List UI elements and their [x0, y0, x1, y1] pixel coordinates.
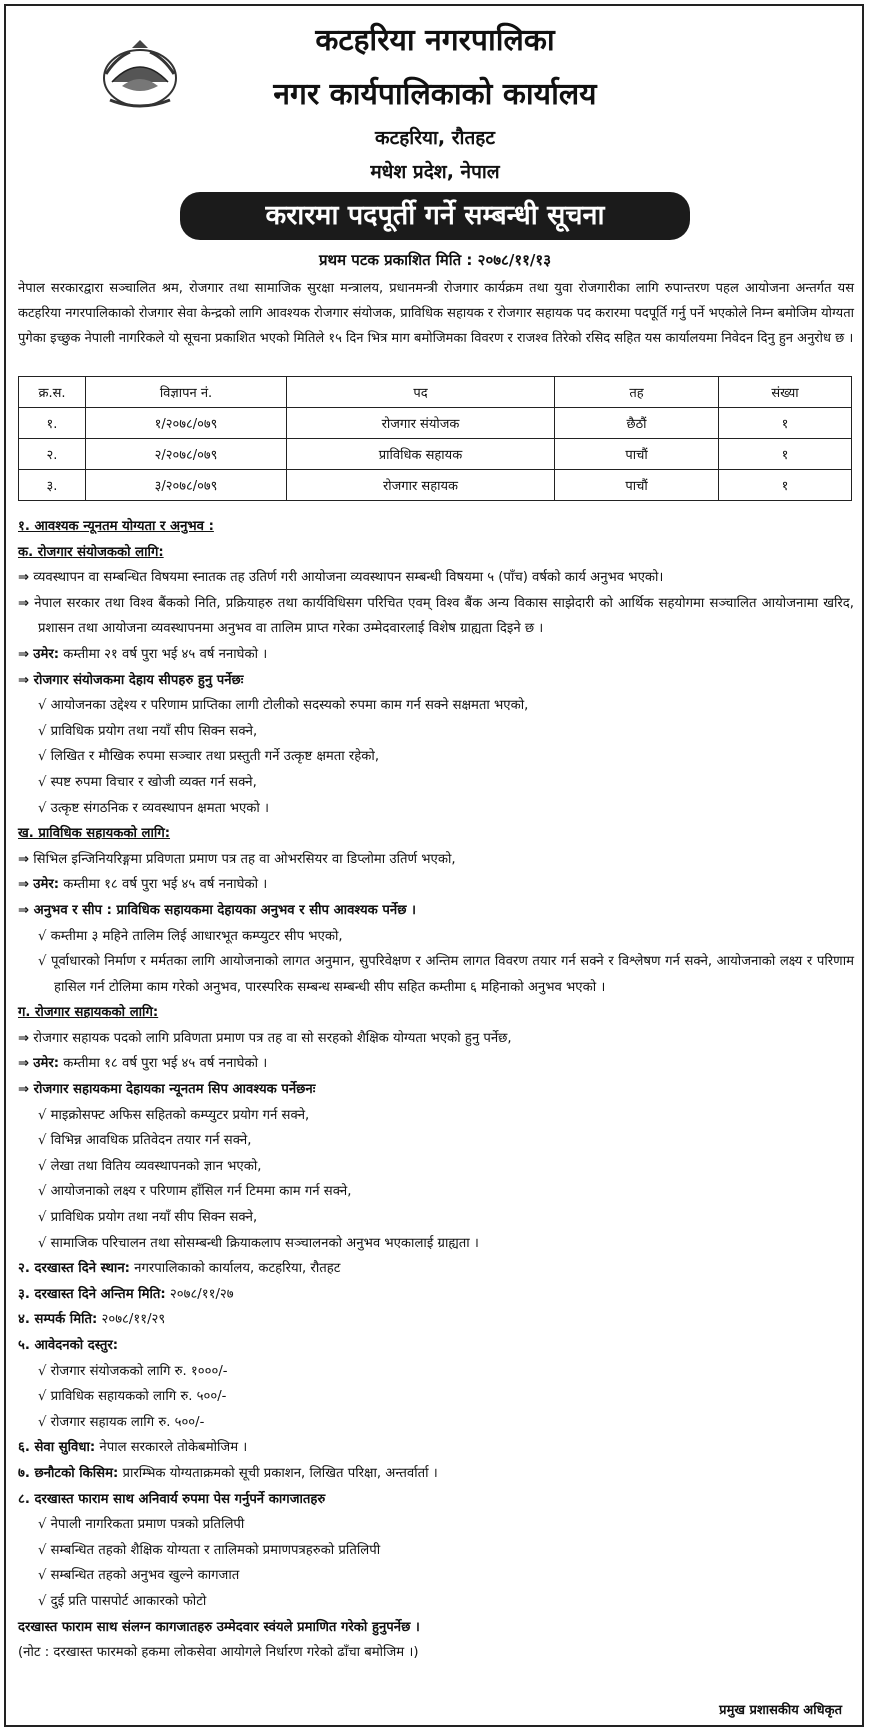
- signature-title: प्रमुख प्रशासकीय अधिकृत: [719, 1703, 842, 1718]
- cell: २/२०७८/०७९: [86, 439, 287, 470]
- note-line: (नोट : दरखास्त फारमको हकमा लोकसेवा आयोगले निर्धारण गरेको ढाँचा बमोजिम ।): [18, 1645, 419, 1661]
- list-item: सिभिल इन्जिनियरिङ्गमा प्रविणता प्रमाण पत्र तह वा ओभरसियर वा डिप्लोमा उतिर्ण भएको,: [33, 851, 456, 867]
- check-icon: √: [38, 1235, 47, 1251]
- section-7-label: ७. छनौटको किसिम:: [18, 1465, 119, 1481]
- arrow-icon: ⇒: [18, 851, 30, 867]
- section-4-label: ४. सम्पर्क मिति:: [18, 1312, 98, 1328]
- list-item: कम्तीमा ३ महिने तालिम लिई आधारभूत कम्प्युटर सीप भएको,: [50, 928, 343, 944]
- list-item: प्राविधिक सहायकको लागि रु. ५००/-: [50, 1389, 227, 1405]
- table-row: [19, 408, 852, 439]
- col-sn: क्र.स.: [19, 377, 86, 408]
- section-1-heading: १. आवश्यक न्यूनतम योग्यता र अनुभव :: [18, 519, 214, 534]
- section-7-value: प्रारम्भिक योग्यताक्रमको सूची प्रकाशन, लिखित परिक्षा, अन्तर्वार्ता ।: [118, 1465, 438, 1481]
- arrow-icon: ⇒: [18, 595, 30, 611]
- list-item: आयोजनका उद्देश्य र परिणाम प्राप्तिका लागी टोलीको सदस्यको रुपमा काम गर्न सक्ने सक्षमता भएको,: [50, 698, 529, 714]
- province-line: मधेश प्रदेश, नेपाल: [370, 161, 500, 183]
- table-header-row: [19, 377, 852, 408]
- check-icon: √: [38, 1184, 47, 1200]
- cell: २.: [19, 439, 86, 470]
- section-8-label: ८. दरखास्त फाराम साथ अनिवार्य रुपमा पेस गर्नुपर्ने कागजातहरु: [18, 1491, 326, 1507]
- table-row: [19, 470, 852, 501]
- notice-banner: करारमा पदपूर्ती गर्ने सम्बन्धी सूचना: [180, 192, 690, 240]
- check-icon: √: [38, 1107, 47, 1123]
- check-icon: √: [38, 1542, 47, 1558]
- section-3-value: २०७८/११/२७: [165, 1286, 234, 1302]
- age-value: कम्तीमा १८ वर्ष पुरा भई ४५ वर्ष ननाघेको ।: [59, 1056, 268, 1072]
- section-ka-heading: क. रोजगार संयोजकको लागि:: [18, 544, 164, 560]
- check-icon: √: [38, 723, 47, 739]
- list-item: आयोजनाको लक्ष्य र परिणाम हाँसिल गर्न टिममा काम गर्न सक्ने,: [50, 1184, 352, 1200]
- check-icon: √: [38, 749, 47, 765]
- check-icon: √: [38, 1414, 47, 1430]
- list-item: सामाजिक परिचालन तथा सोसम्बन्धी क्रियाकलाप सञ्चालनको अनुभव भएकालाई ग्राह्यता ।: [50, 1235, 479, 1251]
- arrow-icon: ⇒: [18, 672, 30, 688]
- list-item: रोजगार सहायक पदको लागि प्रविणता प्रमाण पत्र तह वा सो सरहको शैक्षिक योग्यता भएको हुनु पर्नेछ,: [33, 1030, 512, 1046]
- list-item: पूर्वाधारको निर्माण र मर्मतका लागि आयोजनाको लागत अनुमान, सुपरिवेक्षण र अन्तिम लागत विवरण तयार गर्न सक्ने र विश्लेषण गर्न सक्ने, आयोजनाको लक्ष्य र परिणाम हासिल गर्न टोलिमा काम गरेको अनुभव, पारस्परिक सम्बन्ध सम्बन्धी सीप सहित कम्तीमा ६ महिनाको अनुभव भएको ।: [50, 954, 854, 995]
- cell: १: [719, 439, 852, 470]
- age-label: उमेर:: [33, 1056, 60, 1072]
- list-item: लिखित र मौखिक रुपमा सञ्चार तथा प्रस्तुती गर्ने उत्कृष्ट क्षमता रहेको,: [50, 749, 380, 765]
- cell: १/२०७८/०७९: [86, 408, 287, 439]
- section-2-value: नगरपालिकाको कार्यालय, कटहरिया, रौतहट: [129, 1261, 341, 1277]
- cell: पाचौं: [555, 439, 719, 470]
- skill-heading: अनुभव र सीप : प्राविधिक सहायकमा देहायका अनुभव र सीप आवश्यक पर्नेछ ।: [33, 902, 417, 918]
- list-item: माइक्रोसफ्ट अफिस सहितको कम्प्युटर प्रयोग गर्न सक्ने,: [50, 1107, 310, 1123]
- section-6-label: ६. सेवा सुविधा:: [18, 1440, 96, 1456]
- section-4-value: २०७८/११/२९: [97, 1312, 166, 1328]
- list-item: स्पष्ट रुपमा विचार र खोजी व्यक्त गर्न सक्ने,: [50, 774, 257, 790]
- list-item: रोजगार सहायक लागि रु. ५००/-: [50, 1414, 205, 1430]
- section-3-label: ३. दरखास्त दिने अन्तिम मिति:: [18, 1286, 166, 1302]
- place-line: कटहरिया, रौतहट: [375, 127, 495, 149]
- intro-paragraph: नेपाल सरकारद्वारा सञ्चालित श्रम, रोजगार तथा सामाजिक सुरक्षा मन्त्रालय, प्रधानमन्त्री रोजगार कार्यक्रम तथा युवा रोजगारीका लागि रुपान्तरण पहल आयोजना अन्तर्गत यस कटहरिया नगरपालिकाको रोजगार सेवा केन्द्रको लागि आवश्यक रोजगार संयोजक, प्राविधिक सहायक र रोजगार सहायक पद करारमा पदपूर्ति गर्नु पर्ने भएकोले निम्न बमोजिम योग्यता पुगेका इच्छुक नेपाली नागरिकले यो सूचना प्रकाशित भएको मितिले १५ दिन भित्र माग बमोजिमका विवरण र राजश्व तिरेको रसिद सहित यस कार्यालयमा निवेदन दिनु हुन अनुरोध छ ।: [18, 281, 854, 346]
- check-icon: √: [38, 1593, 47, 1609]
- list-item: सम्बन्धित तहको शैक्षिक योग्यता र तालिमको प्रमाणपत्रहरुको प्रतिलिपी: [50, 1542, 381, 1558]
- check-icon: √: [38, 928, 47, 944]
- age-value: कम्तीमा १८ वर्ष पुरा भई ४५ वर्ष ननाघेको ।: [59, 877, 268, 893]
- age-label: उमेर:: [33, 646, 60, 662]
- cell: रोजगार संयोजक: [287, 408, 555, 439]
- list-item: नेपाल सरकार तथा विश्व बैंकको निति, प्रक्रियाहरु तथा कार्यविधिसग परिचित एवम् विश्व बैंक अन्य विकास साझेदारी को आर्थिक सहयोगमा सञ्चालित आयोजनामा खरिद, प्रशासन तथा आयोजना व्यवस्थापनमा अनुभव वा तालिम प्राप्त गरेका उम्मेदवारलाई विशेष ग्राह्यता दिइने छ ।: [34, 595, 854, 637]
- vacancy-table: [18, 376, 852, 501]
- cell: पाचौं: [555, 470, 719, 501]
- arrow-icon: ⇒: [18, 570, 30, 586]
- age-label: उमेर:: [33, 877, 60, 893]
- list-item: व्यवस्थापन वा सम्बन्धित विषयमा स्नातक तह उतिर्ण गरी आयोजना व्यवस्थापन सम्बन्धी विषयमा ५ (पाँच) वर्षको कार्य अनुभव भएको।: [33, 570, 664, 586]
- municipality-title: कटहरिया नगरपालिका: [315, 23, 555, 58]
- cell: ३.: [19, 470, 86, 501]
- col-count: संख्या: [719, 377, 852, 408]
- list-item: दुई प्रति पासपोर्ट आकारको फोटो: [50, 1593, 207, 1609]
- notice-body: [18, 514, 854, 1666]
- arrow-icon: ⇒: [18, 1056, 30, 1072]
- cell: छैठौं: [555, 408, 719, 439]
- arrow-icon: ⇒: [18, 1082, 30, 1098]
- section-5-label: ५. आवेदनको दस्तुर:: [18, 1338, 119, 1353]
- cell: रोजगार सहायक: [287, 470, 555, 501]
- list-item: विभिन्न आवधिक प्रतिवेदन तयार गर्न सक्ने,: [50, 1133, 252, 1149]
- list-item: प्राविधिक प्रयोग तथा नयाँ सीप सिक्न सक्ने,: [50, 1210, 258, 1226]
- cell: १: [719, 470, 852, 501]
- section-2-label: २. दरखास्त दिने स्थान:: [18, 1261, 130, 1277]
- list-item: सम्बन्धित तहको अनुभव खुल्ने कागजात: [50, 1568, 240, 1584]
- skill-heading: रोजगार संयोजकमा देहाय सीपहरु हुनु पर्नेछः: [33, 672, 244, 688]
- section-kha-heading: ख. प्राविधिक सहायकको लागि:: [18, 826, 171, 842]
- check-icon: √: [38, 1389, 47, 1405]
- list-item: नेपाली नागरिकता प्रमाण पत्रको प्रतिलिपी: [50, 1517, 245, 1533]
- check-icon: √: [38, 1133, 47, 1149]
- cell: १: [719, 408, 852, 439]
- check-icon: √: [38, 1210, 47, 1226]
- section-ga-heading: ग. रोजगार सहायकको लागि:: [18, 1005, 159, 1021]
- col-level: तह: [555, 377, 719, 408]
- section-6-value: नेपाल सरकारले तोकेबमोजिम ।: [95, 1440, 248, 1456]
- check-icon: √: [38, 1517, 47, 1533]
- cell: प्राविधिक सहायक: [287, 439, 555, 470]
- check-icon: √: [38, 1568, 47, 1584]
- check-icon: √: [38, 800, 47, 816]
- arrow-icon: ⇒: [18, 646, 30, 662]
- check-icon: √: [38, 1363, 47, 1379]
- publish-date: प्रथम पटक प्रकाशित मिति : २०७८/११/१३: [318, 251, 552, 269]
- arrow-icon: ⇒: [18, 1030, 30, 1046]
- closing-statement: दरखास्त फाराम साथ संलग्न कागजातहरु उम्मेदवार स्वंयले प्रमाणित गरेको हुनुपर्नेछ ।: [18, 1619, 420, 1635]
- list-item: रोजगार संयोजकको लागि रु. १०००/-: [50, 1363, 228, 1379]
- cell: ३/२०७८/०७९: [86, 470, 287, 501]
- list-item: प्राविधिक प्रयोग तथा नयाँ सीप सिक्न सक्ने,: [50, 723, 258, 739]
- col-ad-no: विज्ञापन नं.: [86, 377, 287, 408]
- arrow-icon: ⇒: [18, 902, 30, 918]
- col-post: पद: [287, 377, 555, 408]
- office-title: नगर कार्यपालिकाको कार्यालय: [273, 77, 597, 112]
- skill-heading: रोजगार सहायकमा देहायका न्यूनतम सिप आवश्यक पर्नेछनः: [33, 1082, 316, 1098]
- age-value: कम्तीमा २१ वर्ष पुरा भई ४५ वर्ष ननाघेको ।: [59, 646, 268, 662]
- check-icon: √: [38, 774, 47, 790]
- cell: १.: [19, 408, 86, 439]
- arrow-icon: ⇒: [18, 877, 30, 893]
- table-row: [19, 439, 852, 470]
- list-item: उत्कृष्ट संगठनिक र व्यवस्थापन क्षमता भएको ।: [50, 800, 270, 816]
- list-item: लेखा तथा वितिय व्यवस्थापनको ज्ञान भएको,: [50, 1158, 262, 1174]
- check-icon: √: [38, 1158, 47, 1174]
- check-icon: √: [38, 954, 47, 970]
- check-icon: √: [38, 698, 47, 714]
